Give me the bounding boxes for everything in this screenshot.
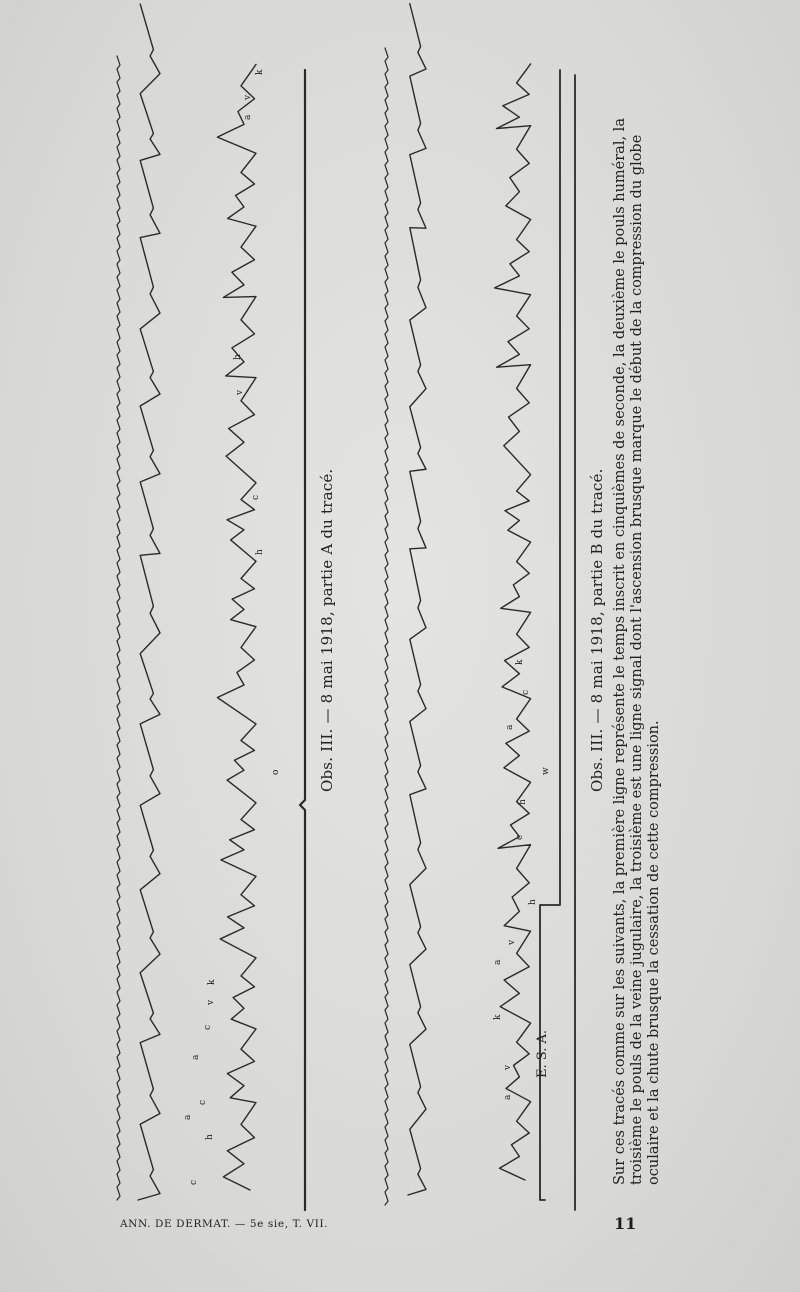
trace-marks (183, 69, 551, 1185)
svg-text:k: k (515, 659, 525, 665)
figure-b-caption: Obs. III. — 8 mai 1918, partie B du tracé. (588, 468, 606, 792)
svg-text:h: h (205, 1134, 215, 1140)
figure-a-caption: Obs. III. — 8 mai 1918, partie A du tracé. (318, 468, 336, 792)
jugular-pulse-a (217, 64, 256, 1190)
svg-text:a: a (243, 114, 253, 120)
time-line-a (117, 56, 120, 1200)
svg-text:w: w (541, 767, 551, 775)
svg-text:v: v (507, 939, 517, 945)
journal-reference: ANN. DE DERMAT. — 5e sie, T. VII. (120, 1218, 329, 1230)
svg-text:a: a (503, 1094, 513, 1100)
svg-text:k: k (255, 69, 265, 75)
figure-legend: Sur ces tracés comme sur les suivants, la première ligne représente le temps inscrit en cinquièmes de seconde, la deuxième le pouls huméral, la troisième le pouls de la veine jugulaire, la troisième est une ligne signal dont l'ascension brusque marque le début de la compression du globe oculaire et la chute brusque la cessation de cette compression. (612, 118, 662, 1185)
svg-text:v: v (243, 94, 253, 100)
humeral-pulse-b (408, 4, 426, 1195)
svg-text:v: v (206, 999, 216, 1005)
svg-text:c: c (251, 494, 261, 500)
svg-text:k: k (493, 1014, 503, 1020)
svg-text:c: c (198, 1099, 208, 1105)
humeral-pulse-a (138, 4, 160, 1200)
svg-text:h: h (518, 799, 528, 805)
svg-text:a: a (493, 959, 503, 965)
svg-text:c: c (189, 1179, 199, 1185)
svg-text:k: k (207, 979, 217, 985)
svg-text:h: h (528, 899, 538, 905)
svg-text:h: h (255, 549, 265, 555)
svg-text:o: o (271, 769, 281, 775)
svg-text:c: c (515, 834, 525, 840)
jugular-pulse-b (495, 64, 531, 1180)
svg-text:h: h (233, 354, 243, 360)
svg-text:c: c (203, 1024, 213, 1030)
page-number: 11 (614, 1214, 637, 1233)
svg-text:v: v (503, 1064, 513, 1070)
svg-text:v: v (235, 389, 245, 395)
svg-text:a: a (183, 1114, 193, 1120)
svg-text:c: c (521, 689, 531, 695)
svg-text:a: a (505, 724, 515, 730)
signal-line-a (300, 70, 305, 1210)
svg-text:a: a (191, 1054, 201, 1060)
signal-label: E. S. A. (535, 1030, 550, 1078)
time-line-b (385, 48, 388, 1205)
